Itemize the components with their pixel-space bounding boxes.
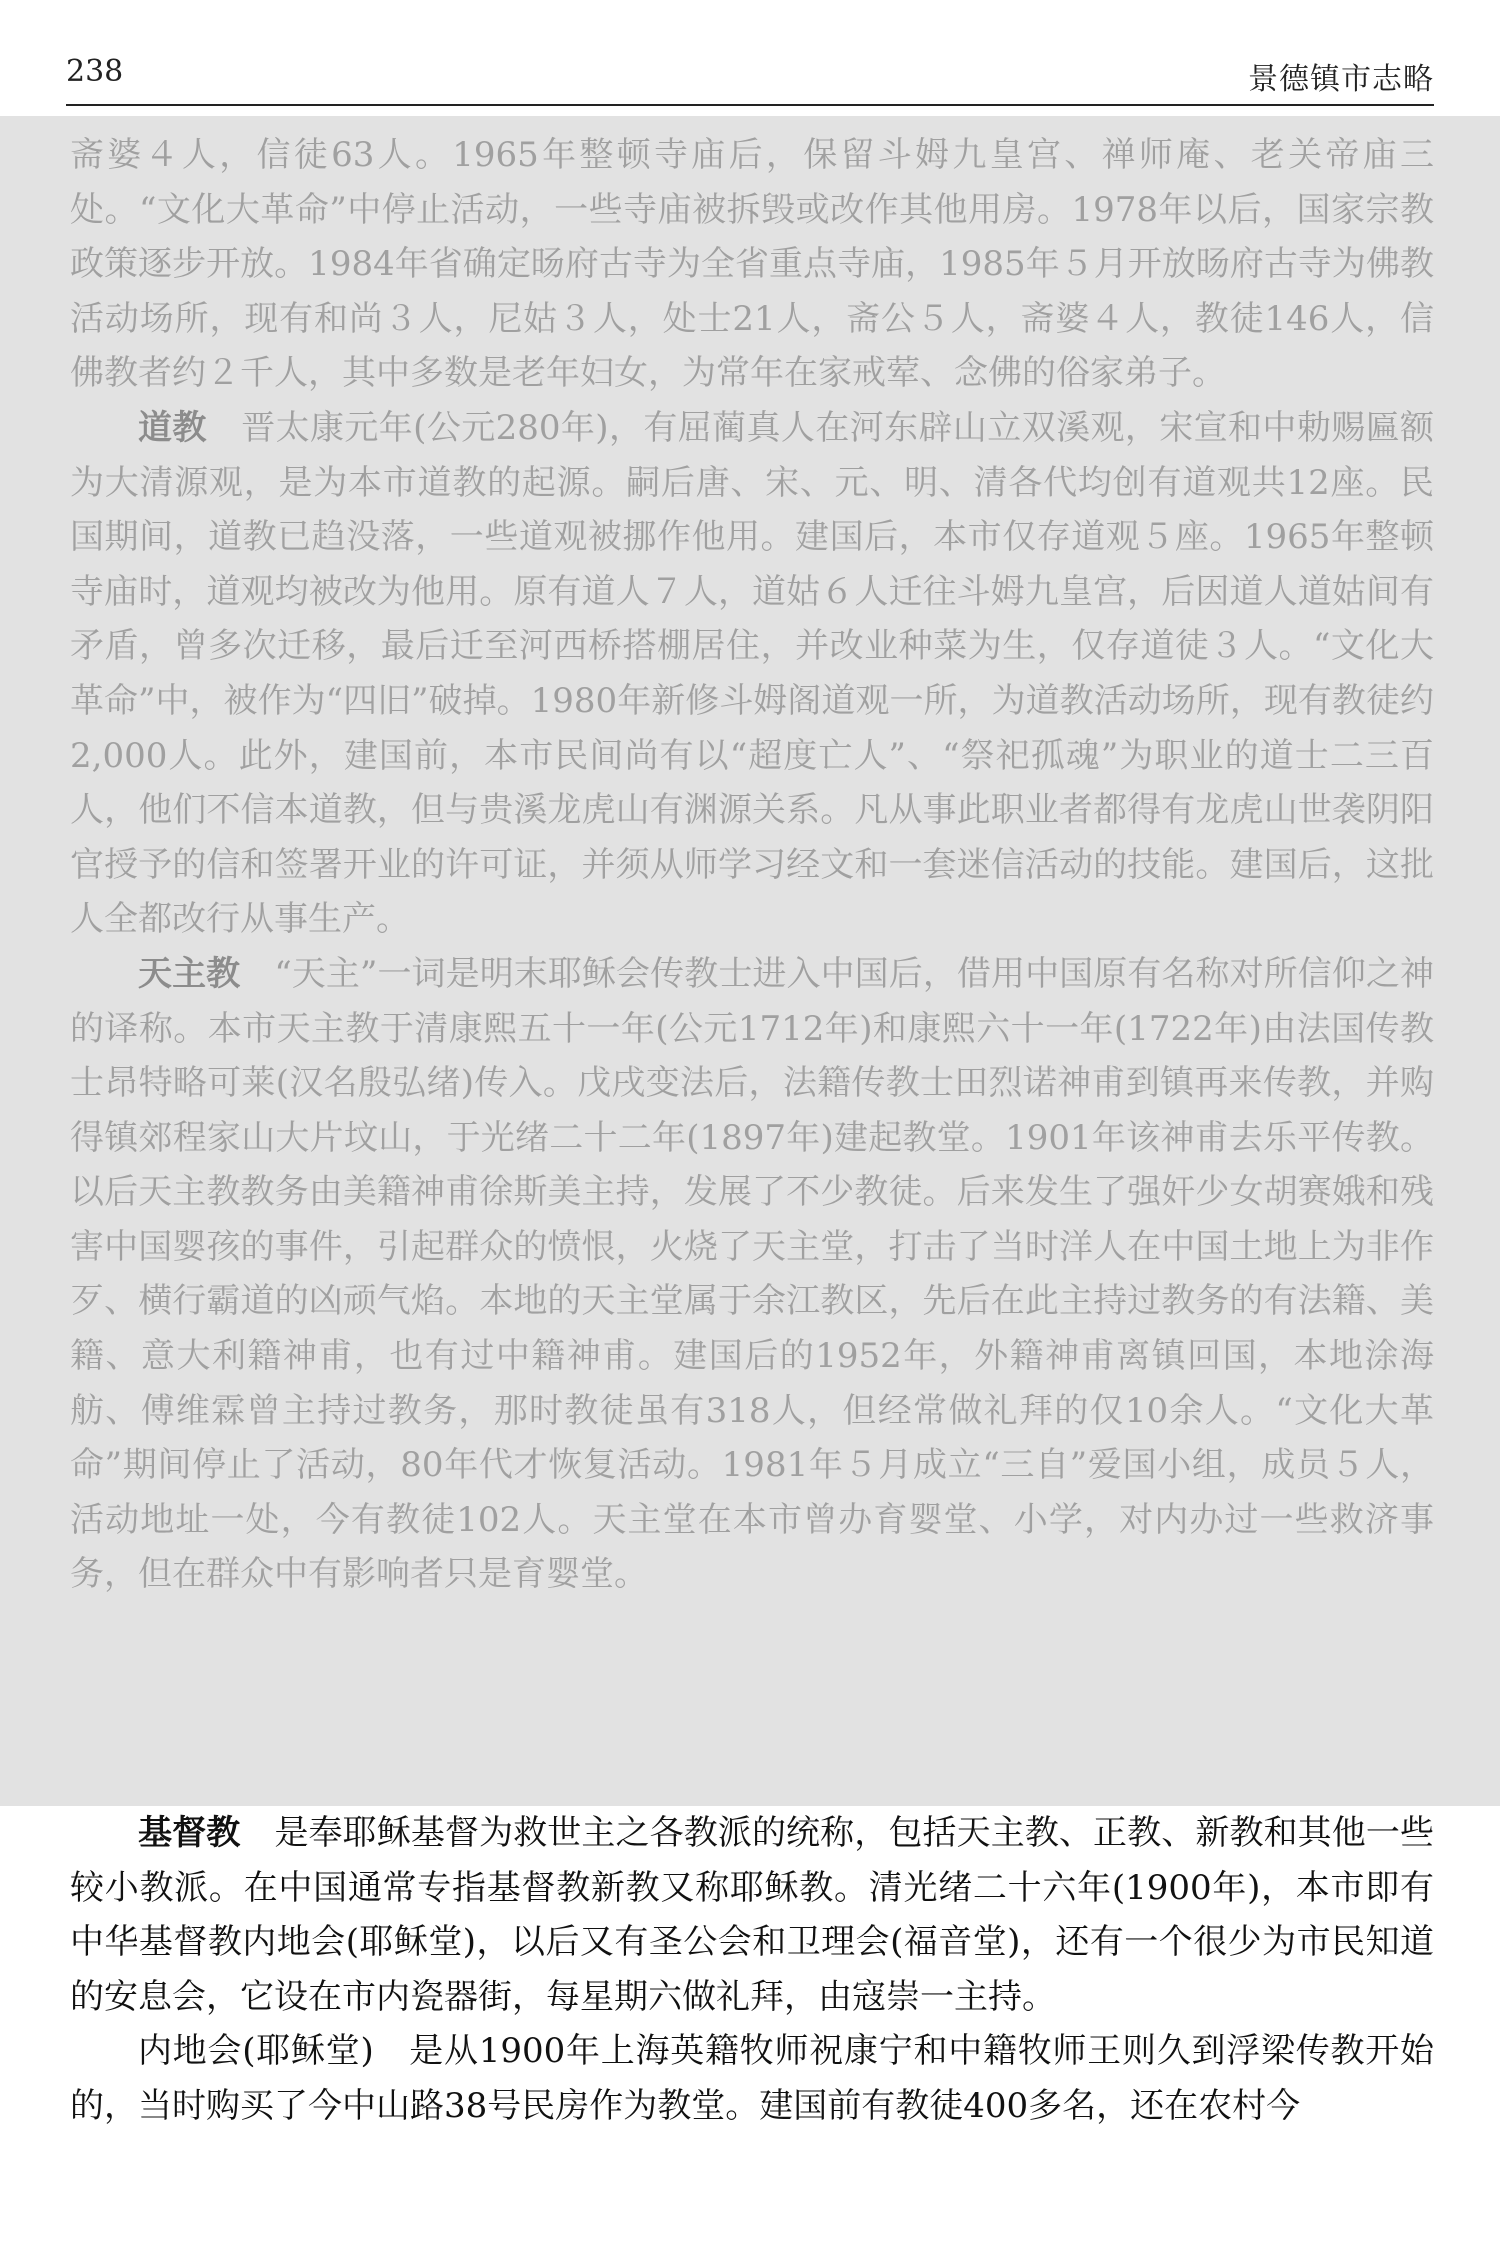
page-header bbox=[66, 48, 1434, 106]
paragraph-christianity bbox=[70, 1806, 1434, 2024]
book-title: 景德镇市志略 bbox=[1248, 62, 1434, 97]
paragraph-inland-mission bbox=[70, 2024, 1434, 2133]
paragraph-catholicism bbox=[70, 947, 1434, 1602]
paragraph-christianity-body: 是奉耶稣基督为救世主之各教派的统称，包括天主教、正教、新教和其他一些较小教派。在中国通常专指基督教新教又称耶稣教。清光绪二十六年(1900年)，本市即有中华基督教内地会(耶稣堂)，以后又有圣公会和卫理会(福音堂)，还有一个很少为市民知道的安息会，它设在市内瓷器街，每星期六做礼拜，由寇崇一主持。 bbox=[70, 1813, 1435, 2017]
page-number: 238 bbox=[66, 54, 124, 89]
paragraph-catholicism-body: “天主”一词是明末耶稣会传教士进入中国后，借用中国原有名称对所信仰之神的译称。本市天主教于清康熙五十一年(公元1712年)和康熙六十一年(1722年)由法国传教士昂特略可莱(汉名殷弘绪)传入。戊戌变法后，法籍传教士田烈诺神甫到镇再来传教，并购得镇郊程家山大片坟山，于光绪二十二年(1897年)建起教堂。1901年该神甫去乐平传教。以后天主教教务由美籍神甫徐斯美主持，发展了不少教徒。后来发生了强奸少女胡赛娥和残害中国婴孩的事件，引起群众的愤恨，火烧了天主堂，打击了当时洋人在中国土地上为非作歹、横行霸道的凶顽气焰。本地的天主堂属于余江教区，先后在此主持过教务的有法籍、美籍、意大利籍神甫，也有过中籍神甫。建国后的1952年，外籍神甫离镇回国，本地涂海舫、傅维霖曾主持过教务，那时教徒虽有318人，但经常做礼拜的仅10余人。“文化大革命”期间停止了活动，80年代才恢复活动。1981年５月成立“三自”爱国小组，成员５人，活动地址一处，今有教徒102人。天主堂在本市曾办育婴堂、小学，对内办过一些救济事务，但在群众中有影响者只是育婴堂。 bbox=[70, 953, 1435, 1595]
faded-text-section bbox=[70, 128, 1434, 1602]
term-inland-mission: 内地会(耶稣堂) bbox=[138, 2031, 374, 2072]
term-catholicism: 天主教 bbox=[138, 953, 241, 994]
main-text-section bbox=[70, 1806, 1434, 2134]
term-taoism: 道教 bbox=[138, 407, 207, 448]
paragraph-inland-mission-body: 是从1900年上海英籍牧师祝康宁和中籍牧师王则久到浮梁传教开始的，当时购买了今中山路38号民房作为教堂。建国前有教徒400多名，还在农村今 bbox=[70, 2031, 1435, 2126]
paragraph-taoism bbox=[70, 401, 1434, 947]
paragraph-taoism-body: 晋太康元年(公元280年)，有屈蔺真人在河东辟山立双溪观，宋宣和中勅赐匾额为大清源观，是为本市道教的起源。嗣后唐、宋、元、明、清各代均创有道观共12座。民国期间，道教已趋没落，一些道观被挪作他用。建国后，本市仅存道观５座。1965年整顿寺庙时，道观均被改为他用。原有道人７人，道姑６人迁往斗姆九皇宫，后因道人道姑间有矛盾，曾多次迁移，最后迁至河西桥搭棚居住，并改业种菜为生，仅存道徒３人。“文化大革命”中，被作为“四旧”破掉。1980年新修斗姆阁道观一所，为道教活动场所，现有教徒约2,000人。此外，建国前，本市民间尚有以“超度亡人”、“祭祀孤魂”为职业的道士二三百人，他们不信本道教，但与贵溪龙虎山有渊源关系。凡从事此职业者都得有龙虎山世袭阴阳官授予的信和签署开业的许可证，并须从师学习经文和一套迷信活动的技能。建国后，这批人全都改行从事生产。 bbox=[70, 407, 1435, 940]
term-christianity: 基督教 bbox=[138, 1813, 241, 1853]
paragraph-buddhism-continued: 斋婆４人，信徒63人。1965年整顿寺庙后，保留斗姆九皇宫、禅师庵、老关帝庙三处。“文化大革命”中停止活动，一些寺庙被拆毁或改作其他用房。1978年以后，国家宗教政策逐步开放。1984年省确定旸府古寺为全省重点寺庙，1985年５月开放旸府古寺为佛教活动场所，现有和尚３人，尼姑３人，处士21人，斋公５人，斋婆４人，教徒146人，信佛教者约２千人，其中多数是老年妇女，为常年在家戒荤、念佛的俗家弟子。 bbox=[70, 135, 1434, 394]
